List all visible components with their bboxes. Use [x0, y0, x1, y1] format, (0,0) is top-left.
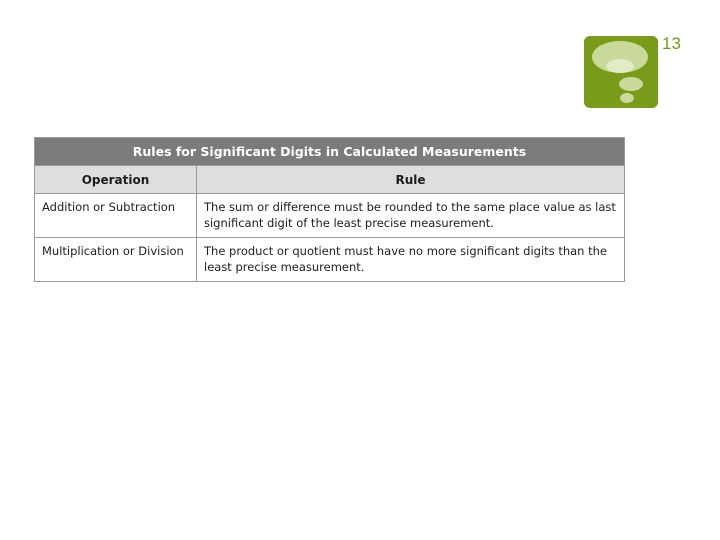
operation-cell: Addition or Subtraction: [35, 194, 197, 238]
table-title-suffix: in Calculated Measurements: [321, 144, 527, 159]
table-title-prefix: Rules for: [132, 144, 201, 159]
slide-number: 13: [662, 34, 681, 53]
table-row: [35, 238, 625, 282]
rule-cell: The product or quotient must have no more significant digits than the least precise measurement.: [197, 238, 625, 282]
column-header-rule: Rule: [197, 166, 625, 194]
column-header-operation: Operation: [35, 166, 197, 194]
significant-digits-rules-table: [34, 137, 625, 282]
rule-cell: The sum or difference must be rounded to the same place value as last significant digit of the least precise measurement.: [197, 194, 625, 238]
operation-cell: Multiplication or Division: [35, 238, 197, 282]
table-title: [35, 138, 625, 166]
table-title-emphasis: Significant Digits: [200, 144, 322, 159]
thought-bubble-icon: [584, 36, 658, 108]
table-row: [35, 194, 625, 238]
